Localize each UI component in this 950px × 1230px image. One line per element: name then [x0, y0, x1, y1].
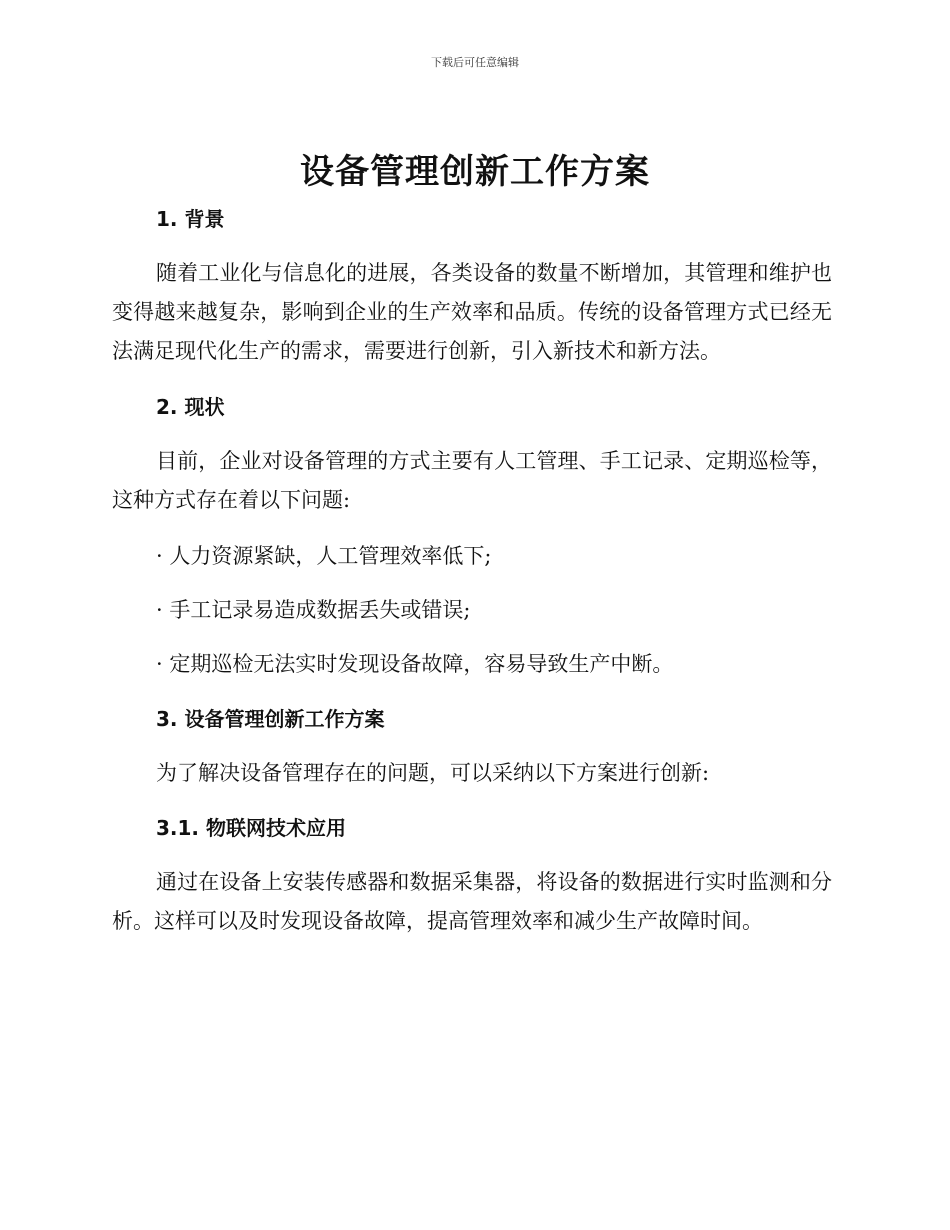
section-heading-iot: 3.1. 物联网技术应用	[156, 816, 346, 840]
section-paragraph-plan: 为了解决设备管理存在的问题，可以采纳以下方案进行创新:	[156, 761, 710, 785]
section-heading-background: 1. 背景	[156, 207, 225, 231]
section-paragraph-background: 随着工业化与信息化的进展，各类设备的数量不断增加，其管理和维护也变得越来越复杂，影响到企业的生产效率和品质。传统的设备管理方式已经无法满足现代化生产的需求，需要进行创新，引入新技术和新方法。	[112, 261, 832, 363]
section-heading-plan: 3. 设备管理创新工作方案	[156, 707, 385, 731]
section-paragraph-status: 目前，企业对设备管理的方式主要有人工管理、手工记录、定期巡检等，这种方式存在着以下问题:	[112, 449, 832, 512]
document-title: 设备管理创新工作方案	[300, 152, 650, 192]
bullet-item: · 人力资源紧缺，人工管理效率低下;	[156, 544, 492, 568]
section-paragraph-iot: 通过在设备上安装传感器和数据采集器，将设备的数据进行实时监测和分析。这样可以及时发现设备故障，提高管理效率和减少生产故障时间。	[112, 870, 832, 933]
document-body	[112, 200, 832, 941]
bullet-item: · 定期巡检无法实时发现设备故障，容易导致生产中断。	[156, 652, 674, 676]
header-note: 下载后可任意编辑	[431, 56, 519, 69]
section-heading-status: 2. 现状	[156, 395, 225, 419]
bullet-item: · 手工记录易造成数据丢失或错误;	[156, 598, 471, 622]
